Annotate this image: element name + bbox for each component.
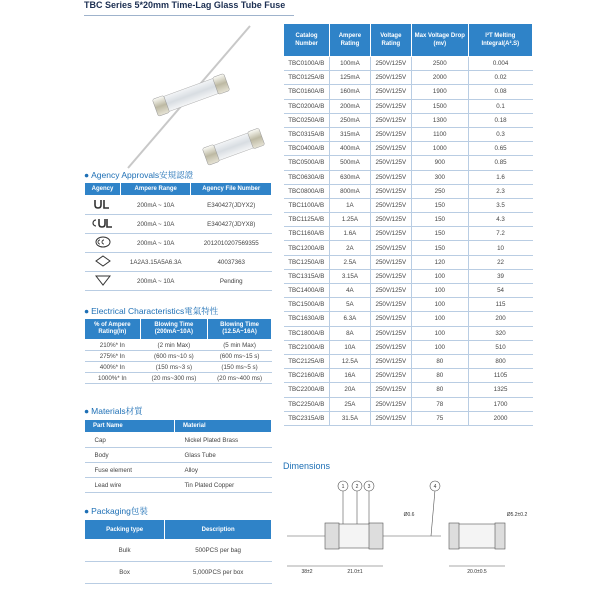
dimension-drawing [283,478,533,588]
table-row: 1A2A3.15A5A6.3A 40037363 [85,253,272,272]
table-row: 200mA ~ 10A E340427(JDYX2) [85,196,272,215]
table-row: Cap Nickel Plated Brass [85,433,272,448]
page-title: TBC Series 5*20mm Time-Lag Glass Tube Fuse [84,0,286,10]
table-row: 200mA ~ 10A E340427(JDYX8) [85,215,272,234]
table-row: TBC0160A/B 160mA 250V/125V 1900 0.08 [284,85,533,99]
table-row: TBC1500A/B 5A 250V/125V 100 115 [284,298,533,312]
table-row: Bulk 500PCS per bag [85,540,272,562]
table-row: TBC2200A/B 20A 250V/125V 80 1325 [284,383,533,397]
electrical-table: % of Ampere Rating(In) Blowing Time (200mA~10A) Blowing Time (12.5A~16A) 210%* In (2 min Max) (5 min Max) 275%* In (600 ms~10 s) (600 ms~15 s) 400%* In (150 ms~3 s) (150 ms~5 s) 1000%* In (20 ms~300 ms) (20 ms~400 ms) [84,318,272,384]
callout-1-label: 1 [341,484,345,490]
table-row: Box 5,000PCS per box [85,562,272,584]
table-row: TBC2160A/B 16A 250V/125V 80 1105 [284,369,533,383]
dim-lead-diameter: Ø0.6 [403,512,415,518]
agency-table [84,182,272,291]
ccc-icon [95,236,111,250]
vde-icon [95,274,111,288]
table-row: TBC1125A/B 1.25A 250V/125V 150 4.3 [284,213,533,227]
table-row: 210%* In (2 min Max) (5 min Max) [85,340,272,351]
table-row: TBC0630A/B 630mA 250V/125V 300 1.6 [284,170,533,184]
pse-icon [95,255,111,269]
table-row: Lead wire Tin Plated Copper [85,478,272,493]
table-row: TBC2125A/B 12.5A 250V/125V 80 800 [284,354,533,368]
packaging-table: Packing type Description Bulk 500PCS per bag Box 5,000PCS per box [84,519,272,584]
fuse-product-image [100,20,275,170]
table-row: TBC0315A/B 315mA 250V/125V 1100 0.3 [284,127,533,141]
table-row: Fuse element Alloy [85,463,272,478]
dim-body-length: 21.0±1 [347,569,363,575]
callout-2-label: 2 [355,484,359,490]
table-row: 1000%* In (20 ms~300 ms) (20 ms~400 ms) [85,373,272,384]
table-row: TBC1630A/B 6.3A 250V/125V 100 200 [284,312,533,326]
materials-table: Part Name Material Cap Nickel Plated Brass Body Glass Tube Fuse element Alloy Lead wire Tin Plated Copper [84,419,272,493]
table-row: 200mA ~ 10A Pending [85,272,272,291]
table-row: 275%* In (600 ms~10 s) (600 ms~15 s) [85,351,272,362]
table-row: TBC1315A/B 3.15A 250V/125V 100 39 [284,269,533,283]
electrical-heading: ● Electrical Characteristics電氣特性 [84,306,219,316]
table-row: TBC0500A/B 500mA 250V/125V 900 0.85 [284,156,533,170]
callout-3-label: 3 [367,484,371,490]
table-row: TBC1100A/B 1A 250V/125V 150 3.5 [284,198,533,212]
callout-4-label: 4 [433,484,437,490]
agency-heading: ● Agency Approvals安規認證 [84,170,194,180]
table-row: 400%* In (150 ms~3 s) (150 ms~5 s) [85,362,272,373]
agency-col-range: Ampere Range [121,183,191,196]
table-row: TBC2100A/B 10A 250V/125V 100 510 [284,340,533,354]
spec-table: Catalog Number Ampere Rating Voltage Rating Max Voltage Drop (mv) I²T Melting Integral(A².S) TBC0100A/B 100mA 250V/125V 2500 0.004 TBC0125A/B 125mA 250V/125V 2000 0.02 TBC0160A/B 160mA 250V/125V 1900 0.08 TBC0200A/B 200mA 250V/125V 1500 0.1 TBC0250A/B 250mA 250V/125V 1300 0.18 TBC0315A/B 315mA 250V/125V 1100 0.3 TBC0400A/B 400mA 250V/125V 1000 0.65 TBC0500A/B 500mA 250V/125V 900 0.85 TBC0630A/B 630mA 250V/125V 300 1.6 TBC0800A/B 800mA 250V/125V 250 2.3 TBC1100A/B 1A 250V/125V 150 3.5 TBC1125A/B 1.25A 250V/125V 150 4.3 TBC1160A/B 1.6A 250V/125V 150 7.2 TBC1200A/B 2A 250V/125V 150 10 TBC1250A/B 2.5A 250V/125V 120 22 TBC1315A/B 3.15A 250V/125V 100 39 TBC1400A/B 4A 250V/125V 100 54 TBC1500A/B 5A 250V/125V 100 115 TBC1630A/B 6.3A 250V/125V 100 200 TBC1800A/B 8A 250V/125V 100 320 TBC2100A/B 10A 250V/125V 100 510 TBC2125A/B 12.5A 250V/125V 80 800 TBC2160A/B 16A 250V/125V 80 1105 TBC2200A/B 20A 250V/125V 80 1325 TBC2250A/B 25A 250V/125V 78 1700 TBC2315A/B 31.5A 250V/125V 75 2000 [283,23,533,426]
cul-recognized-icon [91,217,115,231]
materials-heading: ● Materials材質 [84,406,143,416]
table-row: TBC1200A/B 2A 250V/125V 150 10 [284,241,533,255]
table-row: Body Glass Tube [85,448,272,463]
dim-lead-length: 38±2 [301,569,313,575]
table-row: TBC0400A/B 400mA 250V/125V 1000 0.65 [284,142,533,156]
table-row: TBC0250A/B 250mA 250V/125V 1300 0.18 [284,113,533,127]
table-row: TBC1400A/B 4A 250V/125V 100 54 [284,284,533,298]
table-row: TBC0125A/B 125mA 250V/125V 2000 0.02 [284,71,533,85]
table-row: TBC1160A/B 1.6A 250V/125V 150 7.2 [284,227,533,241]
table-row: TBC1250A/B 2.5A 250V/125V 120 22 [284,255,533,269]
table-row: TBC0200A/B 200mA 250V/125V 1500 0.1 [284,99,533,113]
agency-col-file: Agency File Number [191,183,272,196]
table-row: TBC2250A/B 25A 250V/125V 78 1700 [284,397,533,411]
table-row: TBC2315A/B 31.5A 250V/125V 75 2000 [284,411,533,425]
ul-recognized-icon [93,198,113,212]
packaging-heading: ● Packaging包裝 [84,506,148,516]
table-row: 200mA ~ 10A 2012010207569355 [85,234,272,253]
table-row: TBC1800A/B 8A 250V/125V 100 320 [284,326,533,340]
title-divider [84,15,294,16]
dimensions-heading: Dimensions [283,461,331,471]
table-row: TBC0100A/B 100mA 250V/125V 2500 0.004 [284,57,533,71]
agency-col-agency: Agency [85,183,121,196]
dim-fuse-length: 20.0±0.5 [467,569,487,575]
dim-cap-diameter: Ø5.2±0.2 [506,512,528,518]
table-row: TBC0800A/B 800mA 250V/125V 250 2.3 [284,184,533,198]
